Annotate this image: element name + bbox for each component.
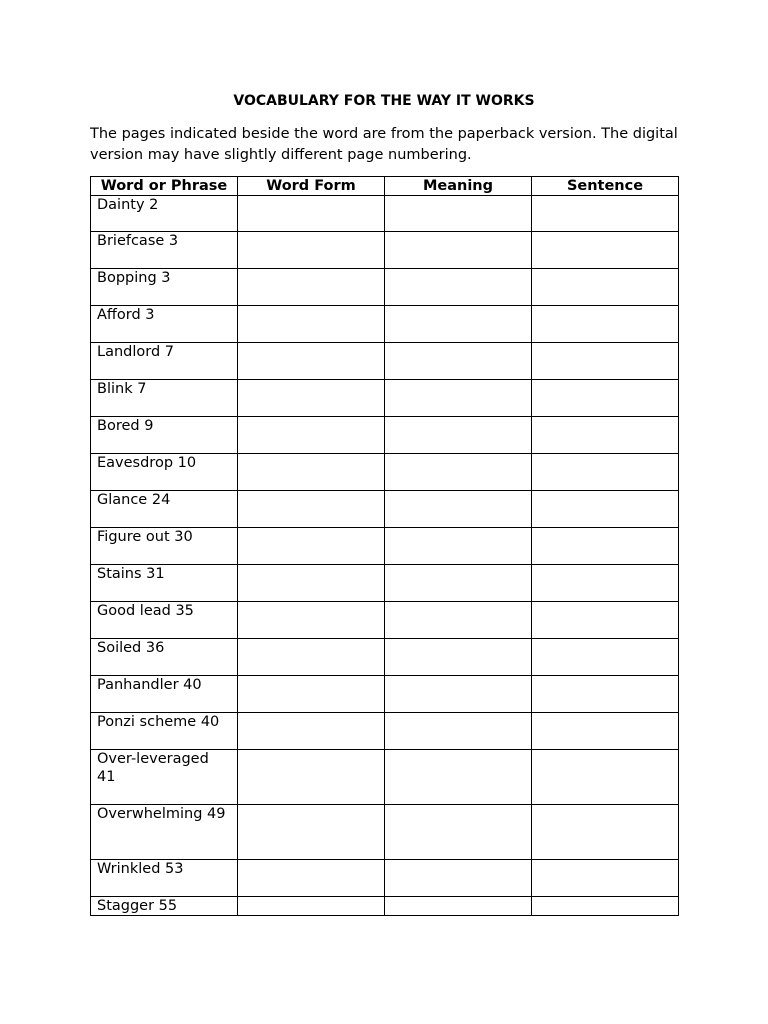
- header-word-or-phrase: Word or Phrase: [91, 177, 238, 196]
- header-meaning: Meaning: [385, 177, 532, 196]
- word-cell: Overwhelming 49: [91, 805, 238, 860]
- meaning-cell[interactable]: [385, 232, 532, 269]
- word-form-cell[interactable]: [238, 269, 385, 306]
- table-row: [91, 343, 679, 380]
- word-form-cell[interactable]: [238, 565, 385, 602]
- table-row: [91, 528, 679, 565]
- sentence-cell[interactable]: [532, 676, 679, 713]
- table-row: [91, 805, 679, 860]
- word-form-cell[interactable]: [238, 196, 385, 232]
- sentence-cell[interactable]: [532, 528, 679, 565]
- meaning-cell[interactable]: [385, 306, 532, 343]
- word-form-cell[interactable]: [238, 528, 385, 565]
- sentence-cell[interactable]: [532, 454, 679, 491]
- word-form-cell[interactable]: [238, 306, 385, 343]
- table-row: [91, 713, 679, 750]
- meaning-cell[interactable]: [385, 639, 532, 676]
- table-row: [91, 417, 679, 454]
- word-form-cell[interactable]: [238, 417, 385, 454]
- word-form-cell[interactable]: [238, 232, 385, 269]
- table-row: [91, 639, 679, 676]
- sentence-cell[interactable]: [532, 602, 679, 639]
- sentence-cell[interactable]: [532, 232, 679, 269]
- word-cell: Soiled 36: [91, 639, 238, 676]
- table-row: [91, 750, 679, 805]
- table-row: [91, 380, 679, 417]
- word-form-cell[interactable]: [238, 713, 385, 750]
- sentence-cell[interactable]: [532, 860, 679, 897]
- word-form-cell[interactable]: [238, 897, 385, 916]
- table-row: [91, 269, 679, 306]
- word-cell: Ponzi scheme 40: [91, 713, 238, 750]
- meaning-cell[interactable]: [385, 750, 532, 805]
- meaning-cell[interactable]: [385, 454, 532, 491]
- sentence-cell[interactable]: [532, 491, 679, 528]
- meaning-cell[interactable]: [385, 491, 532, 528]
- table-row: [91, 454, 679, 491]
- table-row: [91, 306, 679, 343]
- table-body: [91, 196, 679, 916]
- meaning-cell[interactable]: [385, 380, 532, 417]
- word-form-cell[interactable]: [238, 602, 385, 639]
- sentence-cell[interactable]: [532, 639, 679, 676]
- word-form-cell[interactable]: [238, 491, 385, 528]
- table-row: [91, 491, 679, 528]
- sentence-cell[interactable]: [532, 380, 679, 417]
- word-cell: Landlord 7: [91, 343, 238, 380]
- word-form-cell[interactable]: [238, 750, 385, 805]
- word-cell: Stagger 55: [91, 897, 238, 916]
- sentence-cell[interactable]: [532, 565, 679, 602]
- header-word-form: Word Form: [238, 177, 385, 196]
- word-form-cell[interactable]: [238, 860, 385, 897]
- word-form-cell[interactable]: [238, 454, 385, 491]
- sentence-cell[interactable]: [532, 897, 679, 916]
- sentence-cell[interactable]: [532, 343, 679, 380]
- meaning-cell[interactable]: [385, 860, 532, 897]
- table-row: [91, 232, 679, 269]
- word-cell: Bopping 3: [91, 269, 238, 306]
- table-row: [91, 897, 679, 916]
- meaning-cell[interactable]: [385, 805, 532, 860]
- meaning-cell[interactable]: [385, 269, 532, 306]
- header-sentence: Sentence: [532, 177, 679, 196]
- word-cell: Panhandler 40: [91, 676, 238, 713]
- word-cell: Afford 3: [91, 306, 238, 343]
- word-cell: Over-leveraged 41: [91, 750, 238, 805]
- word-form-cell[interactable]: [238, 639, 385, 676]
- sentence-cell[interactable]: [532, 306, 679, 343]
- meaning-cell[interactable]: [385, 528, 532, 565]
- sentence-cell[interactable]: [532, 417, 679, 454]
- table-row: [91, 602, 679, 639]
- sentence-cell[interactable]: [532, 713, 679, 750]
- meaning-cell[interactable]: [385, 343, 532, 380]
- sentence-cell[interactable]: [532, 750, 679, 805]
- word-cell: Stains 31: [91, 565, 238, 602]
- word-form-cell[interactable]: [238, 343, 385, 380]
- page-title: VOCABULARY FOR THE WAY IT WORKS: [233, 93, 535, 109]
- meaning-cell[interactable]: [385, 897, 532, 916]
- word-form-cell[interactable]: [238, 805, 385, 860]
- meaning-cell[interactable]: [385, 565, 532, 602]
- meaning-cell[interactable]: [385, 196, 532, 232]
- meaning-cell[interactable]: [385, 713, 532, 750]
- table-row: [91, 196, 679, 232]
- word-cell: Glance 24: [91, 491, 238, 528]
- table-row: [91, 676, 679, 713]
- word-cell: Figure out 30: [91, 528, 238, 565]
- sentence-cell[interactable]: [532, 196, 679, 232]
- intro-paragraph: The pages indicated beside the word are from the paperback version. The digital version may have slightly different page numbering.: [90, 126, 678, 163]
- vocabulary-table: [90, 176, 679, 916]
- table-row: [91, 565, 679, 602]
- word-form-cell[interactable]: [238, 676, 385, 713]
- meaning-cell[interactable]: [385, 602, 532, 639]
- word-form-cell[interactable]: [238, 380, 385, 417]
- word-cell: Good lead 35: [91, 602, 238, 639]
- word-cell: Blink 7: [91, 380, 238, 417]
- word-cell: Briefcase 3: [91, 232, 238, 269]
- sentence-cell[interactable]: [532, 269, 679, 306]
- word-cell: Eavesdrop 10: [91, 454, 238, 491]
- word-cell: Dainty 2: [91, 196, 238, 232]
- word-cell: Wrinkled 53: [91, 860, 238, 897]
- sentence-cell[interactable]: [532, 805, 679, 860]
- table-header-row: [91, 177, 679, 196]
- meaning-cell[interactable]: [385, 417, 532, 454]
- meaning-cell[interactable]: [385, 676, 532, 713]
- table-row: [91, 860, 679, 897]
- word-cell: Bored 9: [91, 417, 238, 454]
